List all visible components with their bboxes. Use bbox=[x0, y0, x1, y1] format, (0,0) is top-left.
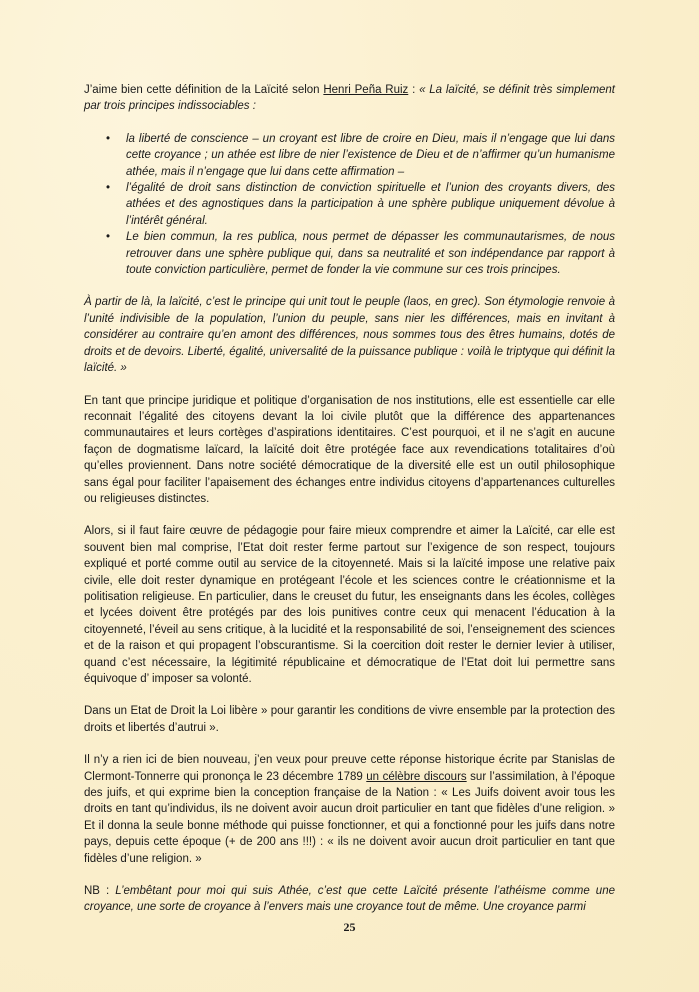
bullet-icon: • bbox=[106, 182, 111, 195]
nb-paragraph bbox=[84, 883, 615, 916]
intro-colon: : bbox=[408, 84, 420, 96]
list-item bbox=[106, 229, 615, 278]
clermont-tonnerre-paragraph bbox=[84, 752, 615, 867]
history-text-after: sur l’assimilation, à l’époque des juifs, et qui exprime bien la conception française de la Nation : « Les Juifs doivent avoir tous les droits en tant qu’individus, ils ne doivent avoir aucun droit particulier en tant que fidèles d’une religion. » Et il donna la seule bonne méthode qui puisse fonctionner, et qui a fonctionné pour les juifs dans notre pays, depuis cette époque (+ de 200 ans !!!) : « ils ne doivent avoir aucun droit particulier en tant que fidèles d’une religion. » bbox=[84, 770, 615, 865]
bullet-icon: • bbox=[106, 231, 111, 244]
henri-pena-ruiz-link[interactable]: Henri Peña Ruiz bbox=[323, 84, 409, 96]
intro-lead: J’aime bien cette définition de la Laïcité selon bbox=[84, 84, 324, 96]
list-item bbox=[106, 131, 615, 180]
bullet-icon: • bbox=[106, 132, 111, 145]
history-text-before: Il n’y a rien ici de bien nouveau, j’en veux pour preuve cette réponse historique écrite par Stanislas de Clermont-Tonnerre qui prononça le 23 décembre 1789 bbox=[84, 754, 615, 783]
principles-list bbox=[84, 131, 615, 279]
list-item bbox=[106, 180, 615, 229]
intro-quote: « La laïcité, se définit très simplement par trois principes indissociables : bbox=[84, 84, 616, 113]
nb-label: NB : bbox=[84, 885, 110, 898]
intro-paragraph bbox=[84, 82, 615, 115]
quote-continuation-paragraph: À partir de là, la laïcité, c’est le principe qui unit tout le peuple (laos, en grec). Son étymologie renvoie à l’unité indivisible de la population, l’union du peuple, sans nier les différences, mais en invitant à considérer au contraire qu’en amont des différences, nous sommes tous des êtres humains, dotés de droits et de devoirs. Liberté, égalité, universalité de la puissance publique : voilà le triptyque qui définit la laïcité. » bbox=[84, 296, 615, 375]
celebre-discours-link[interactable]: un célèbre discours bbox=[366, 770, 467, 783]
pedagogy-paragraph: Alors, si il faut faire œuvre de pédagogie pour faire mieux comprendre et aimer la Laïcité, car elle est souvent bien mal comprise, l’Etat doit rester ferme partout sur l’exigence de son respect, toujours expliqué et porté comme outil au service de la citoyenneté. Mais si la laïcité impose une relative paix civile, elle doit rester dynamique en protégeant l’école et les sciences contre le créationnisme et la politisation religieuse. En particulier, dans le creuset du futur, les enseignants dans les écoles, collèges et lycées doivent être protégés par des lois punitives contre ceux qui menacent l’éducation à la citoyenneté, l’éveil au sens critique, à la lucidité et la responsabilité de soi, l’enseignement des sciences et de la raison et qui propagent l’obscurantisme. Si la coercition doit rester le dernier levier à utiliser, quand c’est nécessaire, la légitimité républicaine et démocratique de l’Etat doit lui permettre sans équivoque d’ imposer sa volonté. bbox=[84, 525, 615, 685]
principle-paragraph: En tant que principe juridique et politique d’organisation de nos institutions, elle est essentielle car elle reconnait l’égalité des citoyens devant la loi civile plutôt que la différence des appartenances communautaires et leurs cortèges d’aspirations identitaires. C’est pourquoi, et il ne s’agit en aucune façon de dogmatisme laïcard, la laïcité doit être protégée face aux revendications totalitaires d’où qu’elles proviennent. Dans notre société démocratique de la diversité elle est un outil philosophique sans égal pour faciliter l’apaisement des échanges entre individus citoyens d’appartenances culturelles ou religieuses distinctes. bbox=[84, 394, 615, 505]
page-number: 25 bbox=[343, 920, 356, 934]
principle-text: la liberté de conscience – un croyant est libre de croire en Dieu, mais il n’engage que lui dans cette croyance ; un athée est libre de nier l’existence de Dieu et de n’affirmer qu’un humanisme athée, mais il n’engage que lui dans cette affirmation – bbox=[126, 132, 615, 178]
rule-of-law-paragraph: Dans un Etat de Droit la Loi libère » pour garantir les conditions de vivre ensemble par la protection des droits et libertés d’autrui ». bbox=[84, 705, 615, 734]
principle-text: Le bien commun, la res publica, nous permet de dépasser les communautarismes, de nous retrouver dans une sphère publique qui, dans sa neutralité et son indépendance par rapport à toute conviction particulière, permet de fonder la vie commune sur ces trois principes. bbox=[126, 231, 615, 277]
nb-text: L’embêtant pour moi qui suis Athée, c’est que cette Laïcité présente l’athéisme comme une croyance, une sorte de croyance à l’envers mais une croyance tout de même. Une croyance parmi bbox=[84, 885, 615, 914]
principle-text: l’égalité de droit sans distinction de conviction spirituelle et l’union des croyants divers, des athées et des agnostiques dans la participation à une sphère publique uniquement dévolue à l’intérêt général. bbox=[126, 182, 615, 227]
